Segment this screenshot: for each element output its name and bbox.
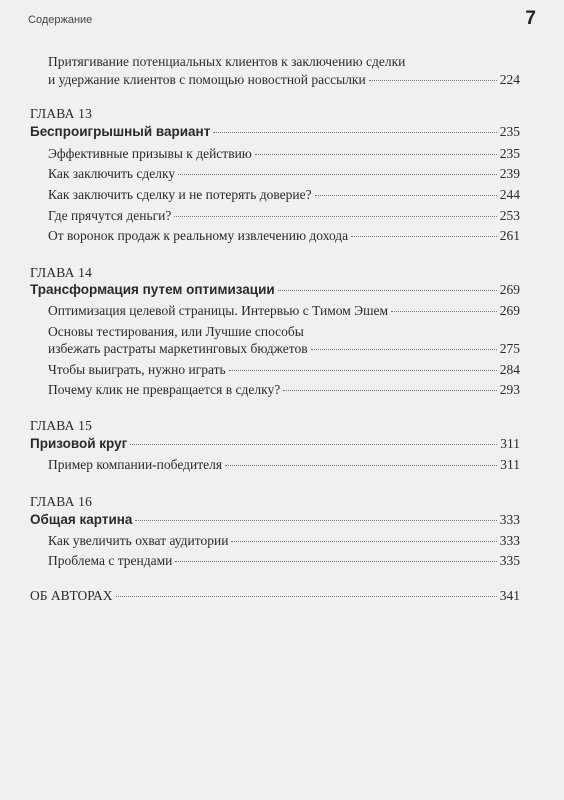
dot-leader bbox=[174, 216, 496, 217]
toc-entry-page: 269 bbox=[499, 303, 520, 318]
dot-leader bbox=[116, 596, 497, 597]
chapter-page: 269 bbox=[499, 282, 520, 297]
toc-entry-page: 224 bbox=[499, 72, 520, 87]
toc-entry[interactable] bbox=[48, 208, 520, 224]
dot-leader bbox=[231, 541, 496, 542]
dot-leader bbox=[229, 370, 497, 371]
chapter-title-row[interactable] bbox=[30, 124, 520, 140]
toc-entry[interactable] bbox=[48, 382, 520, 398]
toc-entry[interactable] bbox=[48, 228, 520, 244]
dot-leader bbox=[178, 174, 497, 175]
toc-entry-page: 253 bbox=[499, 208, 520, 223]
toc-entry-page: 235 bbox=[499, 146, 520, 161]
toc-entry-page: 335 bbox=[499, 553, 520, 568]
chapter-title-row[interactable] bbox=[30, 512, 520, 528]
toc-entry[interactable] bbox=[48, 362, 520, 378]
toc-entry[interactable] bbox=[48, 72, 520, 88]
dot-leader bbox=[225, 465, 497, 466]
about-authors-title: ОБ АВТОРАХ bbox=[30, 588, 113, 603]
chapter-label: ГЛАВА 13 bbox=[30, 106, 93, 121]
toc-entry[interactable] bbox=[48, 341, 520, 357]
toc-entry[interactable] bbox=[48, 166, 520, 182]
chapter-title: Призовой круг bbox=[30, 436, 128, 451]
page-number: 7 bbox=[525, 8, 536, 29]
toc-entry-title: Оптимизация целевой страницы. Интервью с Тимом Эшем bbox=[48, 303, 388, 318]
dot-leader bbox=[130, 444, 497, 445]
toc-entry-title: Почему клик не превращается в сделку? bbox=[48, 382, 281, 397]
chapter-page: 311 bbox=[500, 436, 520, 451]
toc-entry-page: 333 bbox=[499, 533, 520, 548]
dot-leader bbox=[255, 154, 497, 155]
toc-entry-page: 311 bbox=[500, 457, 520, 472]
toc-entry-title: Чтобы выиграть, нужно играть bbox=[48, 362, 226, 377]
dot-leader bbox=[391, 311, 497, 312]
toc-entry-title: и удержание клиентов с помощью новостной рассылки bbox=[48, 72, 366, 87]
chapter-title-row[interactable] bbox=[30, 436, 520, 452]
toc-entry-title: Проблема с трендами bbox=[48, 553, 173, 568]
chapter-label: ГЛАВА 14 bbox=[30, 265, 93, 280]
dot-leader bbox=[351, 236, 497, 237]
toc-entry[interactable] bbox=[48, 303, 520, 319]
running-head: Содержание bbox=[28, 14, 93, 26]
toc-entry-page: 244 bbox=[499, 187, 520, 202]
dot-leader bbox=[315, 195, 497, 196]
chapter-title-row[interactable] bbox=[30, 282, 520, 298]
about-authors-row[interactable] bbox=[30, 588, 520, 604]
toc-entry-page: 293 bbox=[499, 382, 520, 397]
dot-leader bbox=[175, 561, 496, 562]
toc-entry-title: Где прячутся деньги? bbox=[48, 208, 172, 223]
chapter-page: 333 bbox=[499, 512, 520, 527]
chapter-label: ГЛАВА 16 bbox=[30, 494, 93, 509]
toc-entry-page: 261 bbox=[499, 228, 520, 243]
dot-leader bbox=[283, 390, 497, 391]
toc-entry-title: Как увеличить охват аудитории bbox=[48, 533, 229, 548]
toc-entry-title: Как заключить сделку и не потерять доверие? bbox=[48, 187, 312, 202]
toc-entry-title: Как заключить сделку bbox=[48, 166, 176, 181]
toc-entry-page: 275 bbox=[499, 341, 520, 356]
toc-entry-page: 239 bbox=[499, 166, 520, 181]
toc-entry[interactable] bbox=[48, 146, 520, 162]
toc-entry[interactable] bbox=[48, 553, 520, 569]
toc-entry-line: Основы тестирования, или Лучшие способы bbox=[48, 324, 304, 339]
toc-entry-title: Пример компании-победителя bbox=[48, 457, 223, 472]
toc-entry-title: От воронок продаж к реальному извлечению дохода bbox=[48, 228, 349, 243]
dot-leader bbox=[311, 349, 497, 350]
chapter-title: Общая картина bbox=[30, 512, 133, 527]
toc-entry[interactable] bbox=[48, 187, 520, 203]
toc-entry-title: Эффективные призывы к действию bbox=[48, 146, 252, 161]
toc-entry-page: 284 bbox=[499, 362, 520, 377]
page-header bbox=[28, 8, 536, 32]
about-authors-page: 341 bbox=[499, 588, 520, 603]
dot-leader bbox=[135, 520, 496, 521]
dot-leader bbox=[213, 132, 496, 133]
dot-leader bbox=[369, 80, 497, 81]
toc-entry[interactable] bbox=[48, 457, 520, 473]
chapter-title: Беспроигрышный вариант bbox=[30, 124, 211, 139]
chapter-page: 235 bbox=[499, 124, 520, 139]
chapter-title: Трансформация путем оптимизации bbox=[30, 282, 275, 297]
toc-entry-title: избежать растраты маркетинговых бюджетов bbox=[48, 341, 308, 356]
dot-leader bbox=[278, 290, 497, 291]
chapter-label: ГЛАВА 15 bbox=[30, 418, 93, 433]
toc-entry[interactable] bbox=[48, 533, 520, 549]
toc-entry-line: Притягивание потенциальных клиентов к заключению сделки bbox=[48, 54, 406, 69]
